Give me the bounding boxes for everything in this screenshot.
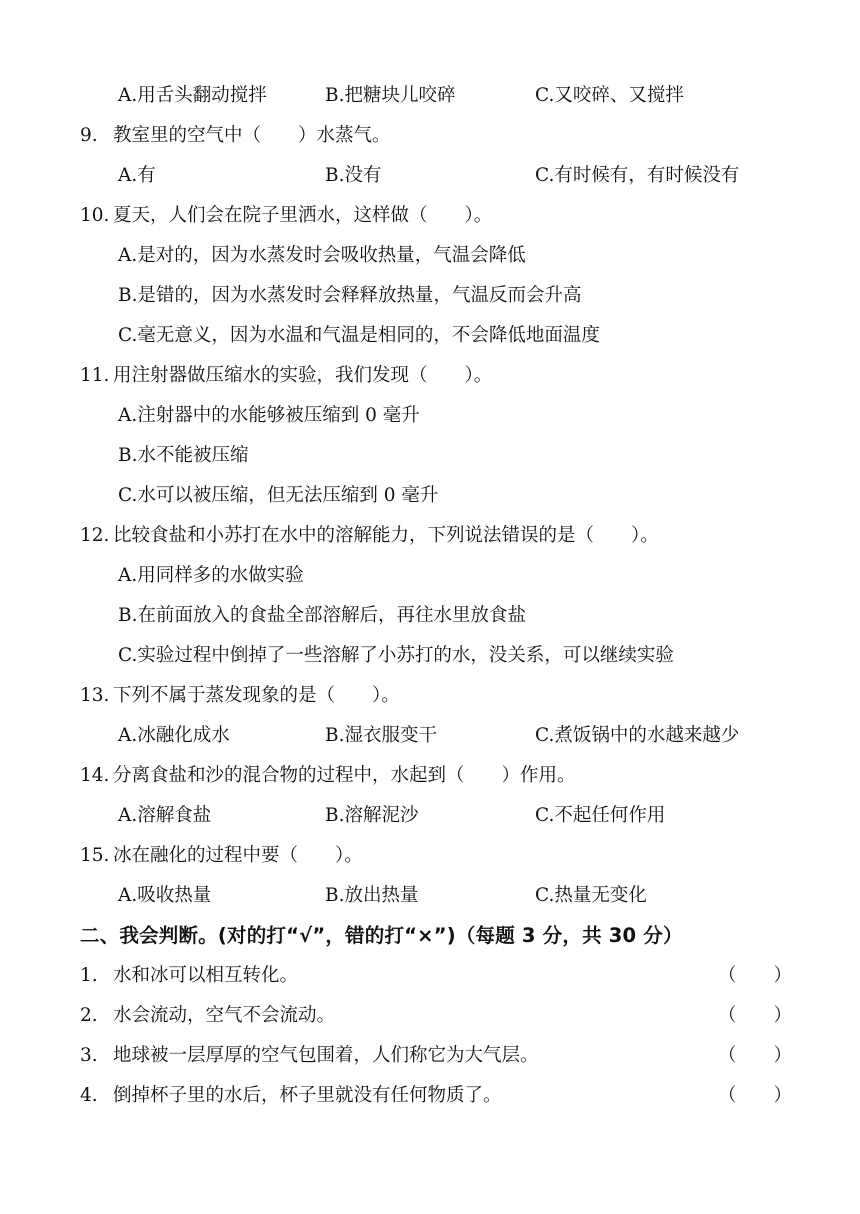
q8-option-a: A.用舌头翻动搅拌 [118,85,267,106]
q15-options [0,879,860,913]
q14-options [0,799,860,833]
q14-option-a: A.溶解食盐 [118,805,212,826]
judgement-text: 地球被一层厚厚的空气包围着，人们称它为大气层。 [113,1045,539,1066]
q10-option-b: B.是错的，因为水蒸发时会释释放热量，气温反而会升高 [118,285,582,306]
q11-option-a: A.注射器中的水能够被压缩到 0 毫升 [118,405,420,426]
question-number: 13. [80,685,110,706]
judgement-text: 倒掉杯子里的水后，杯子里就没有任何物质了。 [113,1085,502,1106]
question-number: 15. [80,845,110,866]
question-text: 夏天，人们会在院子里洒水，这样做（ ）。 [113,205,493,226]
q12-option-c: C.实验过程中倒掉了一些溶解了小苏打的水，没关系，可以继续实验 [118,645,674,666]
q12-option-a: A.用同样多的水做实验 [118,565,304,586]
judgement-item-1 [0,959,860,993]
q11-option-b-line [0,439,860,473]
judgement-item-4 [0,1079,860,1113]
question-number: 10. [80,205,110,226]
q10-option-a-line [0,239,860,273]
answer-blank: （ ） [718,1005,793,1026]
q14-option-b: B.溶解泥沙 [325,805,419,826]
question-text: 用注射器做压缩水的实验，我们发现（ ）。 [113,365,493,386]
q8-option-c: C.又咬碎、又搅拌 [535,85,684,106]
q15-option-b: B.放出热量 [325,885,419,906]
question-text: 比较食盐和小苏打在水中的溶解能力，下列说法错误的是（ ）。 [113,525,659,546]
judgement-item-3 [0,1039,860,1073]
q9-option-a: A.有 [118,165,156,186]
section-2-heading: 二、我会判断。(对的打“√”，错的打“×”)（每题 3 分，共 30 分） [80,924,683,947]
question-text: 分离食盐和沙的混合物的过程中，水起到（ ）作用。 [113,765,576,786]
q12-option-c-line [0,639,860,673]
q8-option-b: B.把糖块儿咬碎 [325,85,456,106]
q10-option-a: A.是对的，因为水蒸发时会吸收热量，气温会降低 [118,245,526,266]
q13-option-a: A.冰融化成水 [118,725,230,746]
q13-option-c: C.煮饭锅中的水越来越少 [535,725,740,746]
q11-option-c: C.水可以被压缩，但无法压缩到 0 毫升 [118,485,439,506]
question-13 [0,679,860,713]
q10-option-c: C.毫无意义，因为水温和气温是相同的，不会降低地面温度 [118,325,600,346]
q13-option-b: B.湿衣服变干 [325,725,437,746]
judgement-text: 水和冰可以相互转化。 [113,965,299,986]
q11-option-b: B.水不能被压缩 [118,445,249,466]
question-number: 9. [80,125,98,146]
answer-blank: （ ） [718,1045,793,1066]
q12-option-b: B.在前面放入的食盐全部溶解后，再往水里放食盐 [118,605,526,626]
question-15 [0,839,860,873]
question-10 [0,199,860,233]
q12-option-b-line [0,599,860,633]
judgement-number: 3. [80,1045,98,1066]
question-text: 下列不属于蒸发现象的是（ ）。 [113,685,400,706]
question-number: 12. [80,525,110,546]
answer-blank: （ ） [718,965,793,986]
q11-option-a-line [0,399,860,433]
question-12 [0,519,860,553]
q15-option-a: A.吸收热量 [118,885,212,906]
q8-options [0,79,860,113]
question-text: 冰在融化的过程中要（ ）。 [113,845,363,866]
question-9 [0,119,860,153]
q9-option-c: C.有时候有，有时候没有 [535,165,740,186]
q9-option-b: B.没有 [325,165,382,186]
q15-option-c: C.热量无变化 [535,885,647,906]
judgement-number: 4. [80,1085,98,1106]
q12-option-a-line [0,559,860,593]
question-text: 教室里的空气中（ ）水蒸气。 [113,125,391,146]
q11-option-c-line [0,479,860,513]
q10-option-c-line [0,319,860,353]
question-number: 14. [80,765,110,786]
judgement-item-2 [0,999,860,1033]
answer-blank: （ ） [718,1085,793,1106]
question-14 [0,759,860,793]
q13-options [0,719,860,753]
judgement-text: 水会流动，空气不会流动。 [113,1005,336,1026]
question-number: 11. [80,365,110,386]
q14-option-c: C.不起任何作用 [535,805,666,826]
judgement-number: 2. [80,1005,98,1026]
question-11 [0,359,860,393]
judgement-number: 1. [80,965,98,986]
q9-options [0,159,860,193]
q10-option-b-line [0,279,860,313]
